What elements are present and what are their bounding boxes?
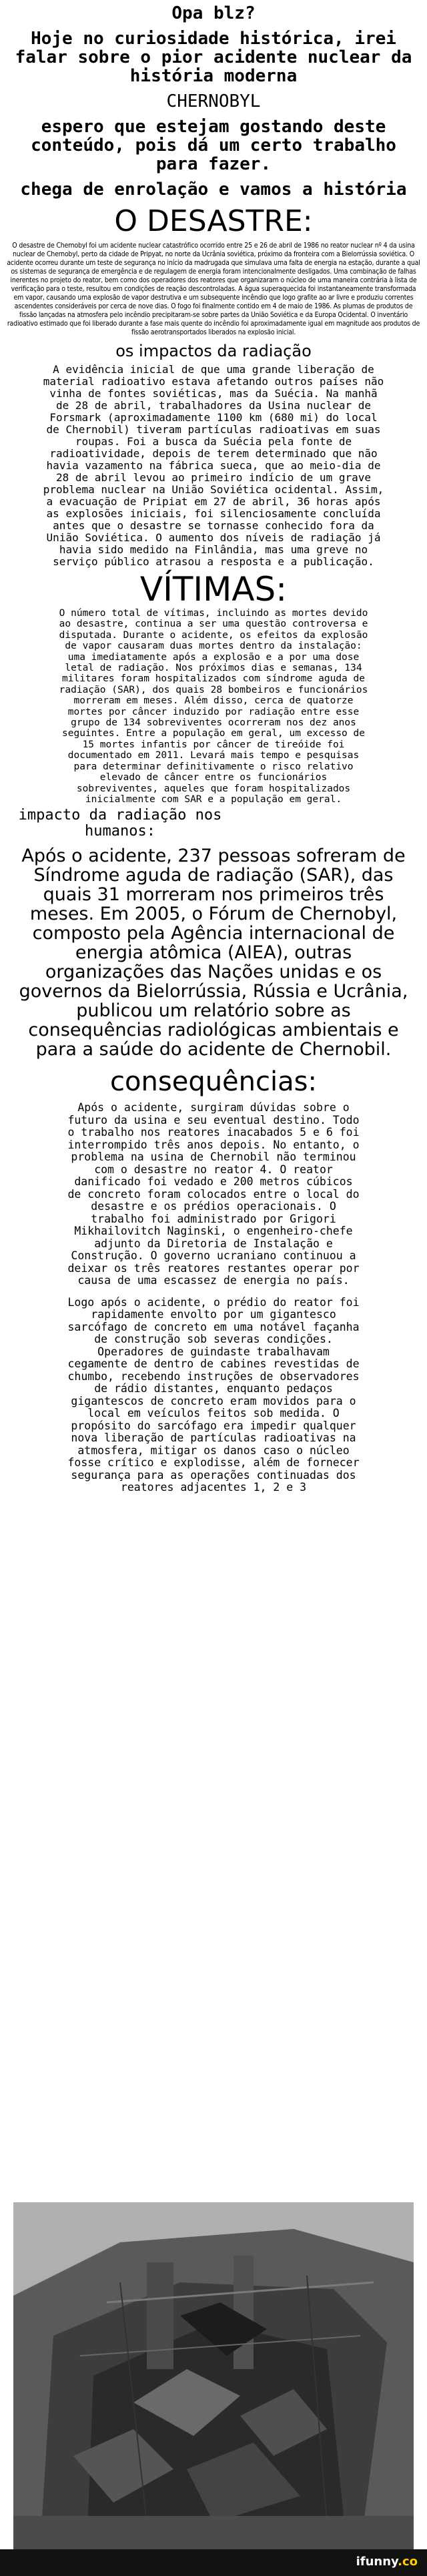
chernobyl-reactor-photo: [13, 2202, 414, 2549]
ifunny-watermark[interactable]: ifunny.co: [356, 2555, 418, 2569]
impacto-humanos-paragraph: Após o acidente, 237 pessoas sofreram de Síndrome aguda de radiação (SAR), das quais 31 morreram nos primeiros três meses. Em 2005, o Fórum de Chernobyl, composto pela Agência internacional de energia atômica (AIEA), outras organizações das Nações unidas e os governos da Bielorrússia, Rússia e Ucrânia, publicou um relatório sobre as consequências radiológicas ambientais e para a saúde do acidente de Chernobil.: [19, 846, 408, 1060]
impactos-title: os impactos da radiação: [115, 342, 312, 360]
vitimas-paragraph: O número total de vítimas, incluindo as mortes devido ao desastre, continua a ser uma questão controversa e disputada. Durante o acidente, os efeitos da explosão de vapor causaram duas mortes dentro da instalação: uma imediatamente após a explosão e a por uma dose letal de radiação. Nos próximos dias e semanas, 134 militares foram hospitalizados com síndrome aguda de radiação (SAR), dos quais 28 bombeiros e funcionários morreram em meses. Além disso, cerca de quatorze mortes por câncer induzido por radiação entre esse grupo de 134 sobreviventes ocorreram nos dez anos seguintes. Entre a população em geral, um excesso de 15 mortes infantis por câncer de tireóide foi documentado em 2011. Levará mais tempo e pesquisas para determinar definitivamente o risco relativo elevado de câncer entre os funcionários sobreviventes, aqueles que foram hospitalizados inicialmente com SAR e a população em geral.: [59, 608, 368, 805]
desastre-title: O DESASTRE:: [114, 204, 313, 238]
consequencias-paragraph: Logo após o acidente, o prédio do reator foi rapidamente envolto por um gigantesco sarcófago de concreto em uma notável façanha de construção sob severas condições. Operadores de guindaste trabalhavam cegamente de dentro de cabines revestidas de chumbo, recebendo instruções de observadores de rádio distantes, enquanto pedaços gigantescos de concreto eram movidos para o local em veículos feitos sob medida. O propósito do sarcófago era impedir qualquer nova liberação de partículas radioativas na atmosfera, mitigar os danos caso o núcleo fosse crítico e explodisse, além de fornecer segurança para as operações continuadas dos reatores adjacentes 1, 2 e 3: [67, 1295, 360, 1494]
intro-line: Hoje no curiosidade histórica, irei falar sobre o pior acidente nuclear da história moderna: [15, 29, 412, 86]
vitimas-text: [57, 608, 370, 805]
desastre-text: [7, 242, 420, 337]
impactos-paragraph: A evidência inicial de que uma grande liberação de material radioativo estava afetando outros países não vinha de fontes soviéticas, mas da Suécia. Na manhã de 28 de abril, trabalhadores da Usina nuclear de Forsmark (aproximadamente 1100 km (680 mi) do local de Chernobil) tiveram partículas radioativas em suas roupas. Foi a busca da Suécia pela fonte de radioatividade, depois de terem determinado que não havia vazamento na fábrica sueca, que ao meio-dia de 28 de abril levou ao primeiro indício de um grave problema nuclear na União Soviética ocidental. Assim, a evacuação de Pripiat em 27 de abril, 36 horas após as explosões iniciais, foi silenciosamente concluída antes que o desastre se tornasse conhecido fora da União Soviética. O aumento dos níveis de radiação já havia sido medido na Finlândia, mas uma greve no serviço público atrasou a resposta e a publicação.: [43, 363, 384, 568]
impacto-humanos-title: impacto da radiação nos humanos:: [18, 807, 222, 840]
consequencias-paragraph: Após o acidente, surgiram dúvidas sobre o futuro da usina e seu eventual destino. Todo o trabalho nos reatores inacabados 5 e 6 foi interrompido três anos depois. No entanto, o problema na usina de Chernobil não terminou com o desastre no reator 4. O reator danificado foi vedado e 200 metros cúbicos de concreto foram colocados entre o local do desastre e os prédios operacionais. O trabalho foi administrado por Grigori Mikhailovitch Naginski, o engenheiro-chefe adjunto da Diretoria de Instalação e Construção. O governo ucraniano continuou a deixar os três reatores restantes operar por causa de uma escassez de energia no país.: [67, 1101, 360, 1287]
vitimas-title: VÍTIMAS:: [139, 570, 288, 609]
intro-section: [13, 0, 414, 199]
intro-line: chega de enrolação e vamos a história: [20, 180, 407, 200]
footer-bar: [0, 2549, 427, 2576]
consequencias-text: [67, 1102, 360, 1494]
reactor-ruins-image: [13, 2202, 414, 2549]
impacto-humanos-text: [13, 846, 414, 1059]
impactos-text: [40, 364, 387, 568]
consequencias-title: consequências:: [110, 1066, 317, 1098]
desastre-paragraph: O desastre de Chernobyl foi um acidente nuclear catastrófico ocorrido entre 25 e 26 de abril de 1986 no reator nuclear nº 4 da usina nuclear de Chernobyl, perto da cidade de Pripyat, no norte da Ucrânia soviética, próximo da fronteira com a Bielorrússia soviética. O acidente ocorreu durante um teste de segurança no início da madrugada que simulava uma falta de energia na estação, durante a qual os sistemas de segurança de emergência e de regulagem de energia foram intencionalmente desligados. Uma combinação de falhas inerentes no projeto do reator, bem como dos operadores dos reatores que organizaram o núcleo de uma maneira contrária à lista de verificação para o teste, resultou em condições de reação descontroladas. A água superaquecida foi instantaneamente transformada em vapor, causando uma explosão de vapor destrutiva e um subsequente incêndio que logo grafite ao ar livre e produziu correntes ascendentes consideráveis por cerca de nove dias. O fogo foi finalmente contido em 4 de maio de 1986. As plumas de produtos de fissão lançadas na atmosfera pelo incêndio precipitaram-se sobre partes da União Soviética e da Europa Ocidental. O inventário radioativo estimado que foi liberado durante a fase mais quente do incêndio foi aproximadamente igual em magnitude aos produtos de fissão aerotransportados liberados na explosão inicial.: [7, 242, 420, 336]
intro-chernobyl: CHERNOBYL: [166, 91, 261, 111]
intro-line: espero que estejam gostando deste conteúdo, pois dá um certo trabalho para fazer.: [31, 117, 396, 174]
greeting: Opa blz?: [171, 3, 256, 23]
